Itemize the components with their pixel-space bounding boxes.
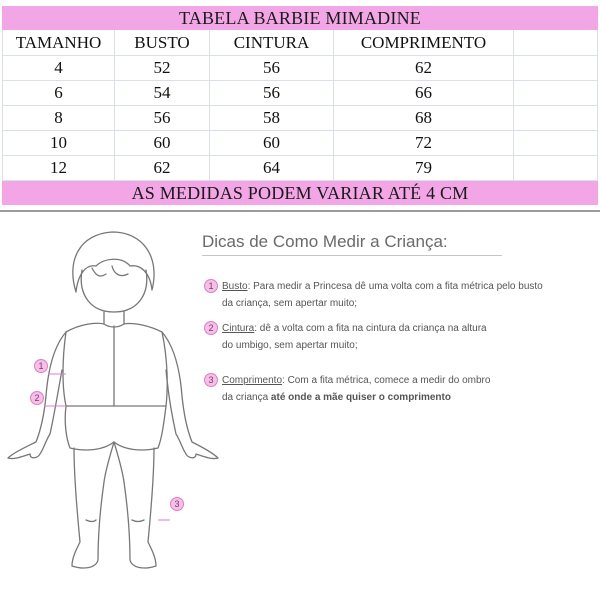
size-chart-table (0, 0, 600, 210)
header-empty (514, 30, 598, 56)
cell-tamanho: 10 (2, 131, 115, 156)
cell-cintura: 60 (210, 131, 334, 156)
header-cintura: CINTURA (210, 30, 334, 56)
table-row (2, 156, 598, 181)
face-outline (81, 270, 147, 312)
tip-number: 1 (204, 279, 218, 293)
cell-comprimento: 68 (334, 106, 514, 131)
cell-tamanho: 6 (2, 81, 115, 106)
cell-empty (514, 81, 598, 106)
table-header-row (2, 30, 598, 56)
tip-cintura (204, 320, 596, 354)
tip-text-continued (204, 389, 596, 406)
hair-outline (73, 232, 154, 292)
guide-title: Dicas de Como Medir a Criança: (202, 232, 502, 256)
cell-busto: 56 (115, 106, 210, 131)
tip-text: : dê a volta com a fita na cintura da criança na altura (254, 323, 487, 334)
marker-cintura: 2 (30, 391, 44, 405)
child-outline-illustration (0, 220, 230, 595)
cell-busto: 62 (115, 156, 210, 181)
tip-text: : Com a fita métrica, comece a medir do ombro (282, 375, 491, 386)
tip-term: Comprimento (222, 375, 283, 386)
cell-comprimento: 79 (334, 156, 514, 181)
header-busto: BUSTO (115, 30, 210, 56)
table-row (2, 131, 598, 156)
cell-comprimento: 66 (334, 81, 514, 106)
size-grid (2, 30, 598, 181)
tip-number: 2 (204, 321, 218, 335)
tip-text-continued: do umbigo, sem apertar muito; (222, 340, 358, 351)
cell-cintura: 64 (210, 156, 334, 181)
cell-empty (514, 156, 598, 181)
marker-comprimento: 3 (170, 497, 184, 511)
cell-tamanho: 4 (2, 56, 115, 81)
cell-comprimento: 72 (334, 131, 514, 156)
tip-text: : Para medir a Princesa dê uma volta com a fita métrica pelo busto (247, 281, 543, 292)
table-row (2, 56, 598, 81)
cell-empty (514, 56, 598, 81)
marker-busto: 1 (34, 359, 48, 373)
cell-empty (514, 131, 598, 156)
tip-number: 3 (204, 373, 218, 387)
table-row (2, 81, 598, 106)
tip-text-bold: até onde a mãe quiser o comprimento (270, 392, 451, 403)
cell-busto: 54 (115, 81, 210, 106)
left-leg-outline (72, 442, 114, 568)
tip-text-continued: da criança, sem apertar muito; (222, 298, 358, 309)
tip-text-plain: da criança (222, 392, 271, 403)
table-footer-note: AS MEDIDAS PODEM VARIAR ATÉ 4 CM (2, 181, 598, 205)
cell-cintura: 58 (210, 106, 334, 131)
cell-comprimento: 62 (334, 56, 514, 81)
cell-cintura: 56 (210, 81, 334, 106)
right-leg-outline (114, 442, 156, 568)
tip-busto (204, 278, 596, 312)
header-comprimento: COMPRIMENTO (334, 30, 514, 56)
shorts-outline (65, 406, 166, 450)
neck-outline (104, 312, 124, 324)
header-tamanho: TAMANHO (2, 30, 115, 56)
table-row (2, 106, 598, 131)
cell-tamanho: 12 (2, 156, 115, 181)
tip-term: Cintura (222, 323, 255, 334)
cell-busto: 60 (115, 131, 210, 156)
tip-term: Busto (222, 281, 248, 292)
measuring-guide (0, 212, 600, 600)
cell-empty (514, 106, 598, 131)
cell-busto: 52 (115, 56, 210, 81)
tip-comprimento (204, 372, 596, 406)
table-title: TABELA BARBIE MIMADINE (2, 6, 598, 30)
cell-tamanho: 8 (2, 106, 115, 131)
torso-outline (63, 323, 167, 406)
cell-cintura: 56 (210, 56, 334, 81)
